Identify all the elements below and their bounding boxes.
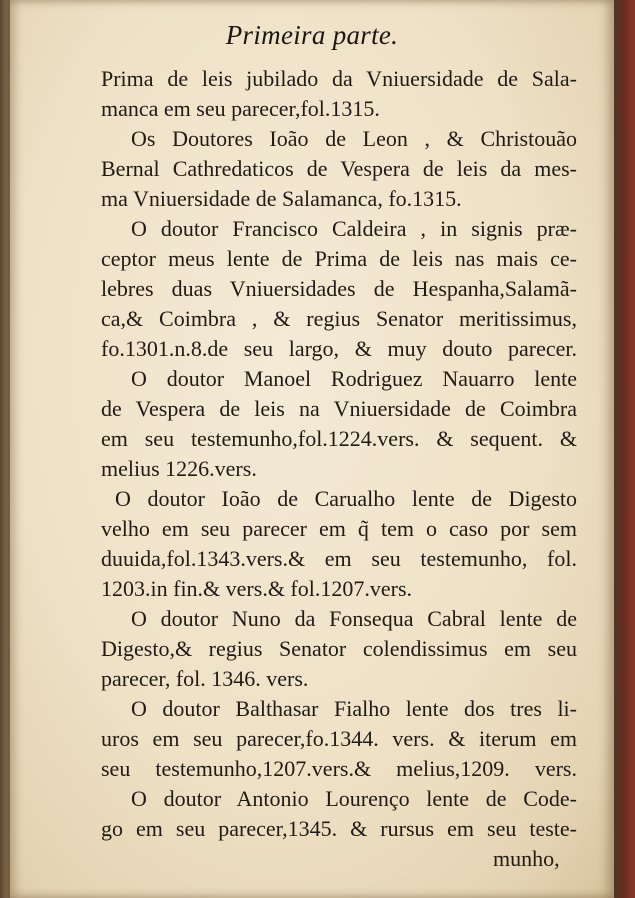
text-line: ceptor meus lente de Prima de leis nas mais ce- <box>101 246 577 271</box>
text-line: parecer, fol. 1346. vers. <box>101 666 309 691</box>
text-line: manca em seu parecer,fol.1315. <box>101 96 380 121</box>
text-line: velho em seu parecer em q̃ tem o caso por sem <box>101 516 577 541</box>
text-line: ma Vniuersidade de Salamanca, fo.1315. <box>101 186 462 211</box>
text-line: de Vespera de leis na Vniuersidade de Coimbra <box>101 396 577 421</box>
text-line: uros em seu parecer,fo.1344. vers. & iterum em <box>101 726 577 751</box>
text-line: O doutor Balthasar Fialho lente dos tres li- <box>131 696 577 721</box>
text-line: fo.1301.n.8.de seu largo, & muy douto parecer. <box>101 336 577 361</box>
text-line: 1203.in fin.& vers.& fol.1207.vers. <box>101 576 413 601</box>
text-line: go em seu parecer,1345. & rursus em seu teste- <box>101 816 577 841</box>
running-head: Primeira parte. <box>225 20 399 50</box>
text-line: seu testemunho,1207.vers.& melius,1209. vers. <box>101 756 577 781</box>
text-line: O doutor Ioão de Carualho lente de Digesto <box>115 486 577 511</box>
text-line: Bernal Cathredaticos de Vespera de leis da mes- <box>101 156 577 181</box>
text-line: O doutor Manoel Rodriguez Nauarro lente <box>131 366 577 391</box>
text-line: em seu testemunho,fol.1224.vers. & sequent. & <box>101 426 577 451</box>
catchword: munho, <box>493 846 560 871</box>
text-line: Os Doutores Ioão de Leon , & Christouão <box>131 126 577 151</box>
text-line: O doutor Antonio Lourenço lente de Code- <box>131 786 577 811</box>
text-line: melius 1226.vers. <box>101 456 257 481</box>
text-line: Prima de leis jubilado da Vniuersidade de Sala- <box>101 66 577 91</box>
book-page <box>10 0 614 898</box>
text-line: O doutor Nuno da Fonsequa Cabral lente de <box>131 606 577 631</box>
text-line: duuida,fol.1343.vers.& em seu testemunho, fol. <box>101 546 577 571</box>
text-line: lebres duas Vniuersidades de Hespanha,Salamã- <box>101 276 577 301</box>
text-line: Digesto,& regius Senator colendissimus em seu <box>101 636 577 661</box>
text-line: O doutor Francisco Caldeira , in signis præ- <box>131 216 577 241</box>
text-line: ca,& Coimbra , & regius Senator meritissimus, <box>101 306 577 331</box>
